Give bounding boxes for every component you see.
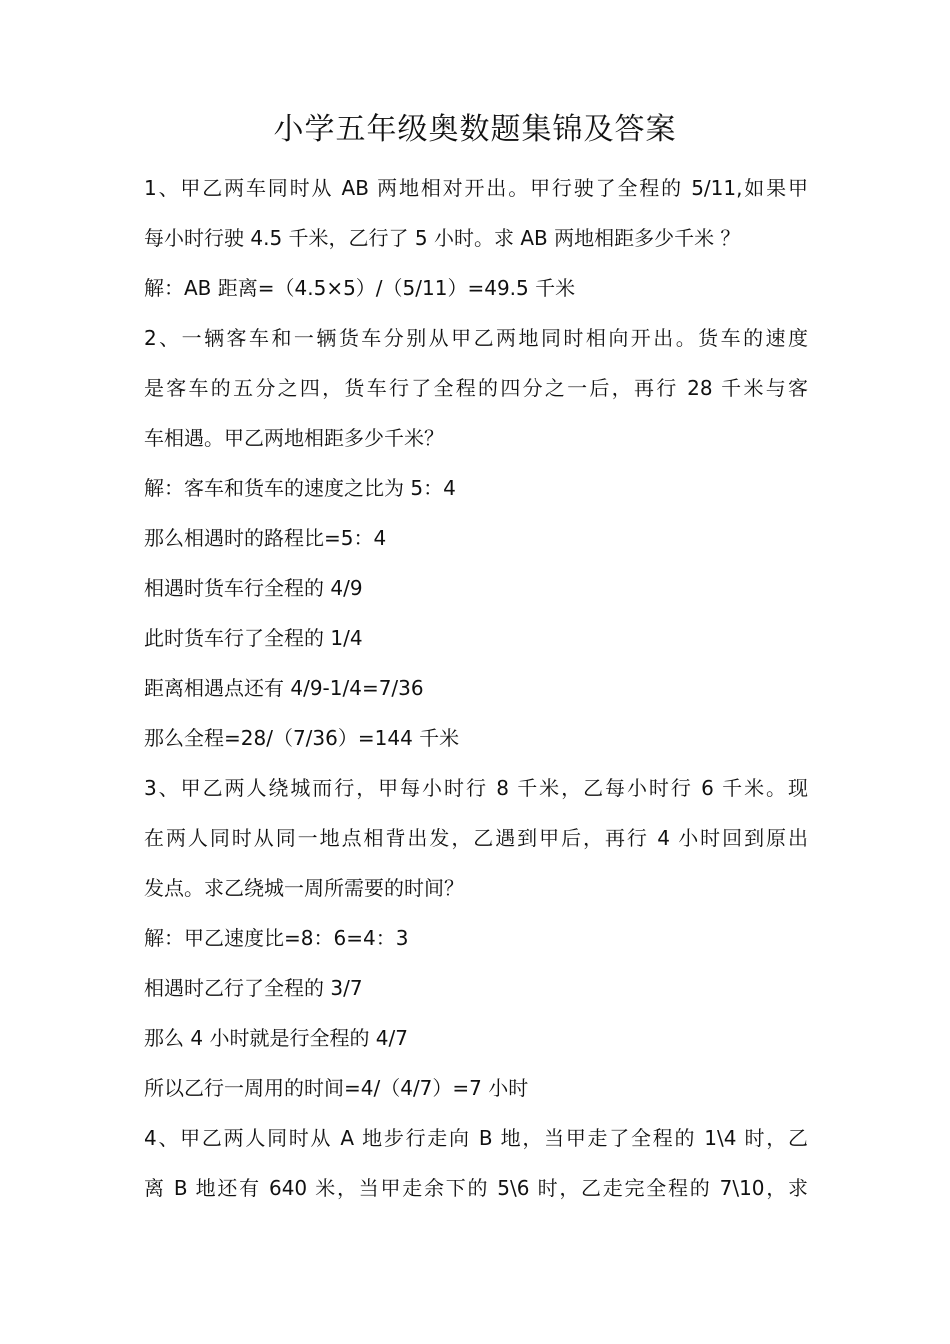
- text-line: 那么相遇时的路程比=5：4: [144, 526, 387, 550]
- text-line: 此时货车行了全程的 1/4: [144, 626, 363, 650]
- text-line: 在两人同时从同一地点相背出发，乙遇到甲后，再行 4 小时回到原出: [144, 826, 808, 850]
- text-line: 发点。求乙绕城一周所需要的时间？: [144, 876, 464, 900]
- text-line: 车相遇。甲乙两地相距多少千米？: [144, 426, 444, 450]
- text-line: 相遇时货车行全程的 4/9: [144, 576, 363, 600]
- text-line: 4、甲乙两人同时从 A 地步行走向 B 地，当甲走了全程的 1\4 时，乙: [144, 1126, 808, 1150]
- document-body: [144, 163, 808, 1213]
- text-line: 是客车的五分之四，货车行了全程的四分之一后，再行 28 千米与客: [144, 376, 808, 400]
- text-line: 解：AB 距离=（4.5×5）/（5/11）=49.5 千米: [144, 276, 576, 300]
- text-line: 距离相遇点还有 4/9-1/4=7/36: [144, 676, 424, 700]
- text-line: 离 B 地还有 640 米，当甲走余下的 5\6 时，乙走完全程的 7\10，求: [144, 1176, 808, 1200]
- text-line: 那么 4 小时就是行全程的 4/7: [144, 1026, 408, 1050]
- text-line: 每小时行驶 4.5 千米，乙行了 5 小时。求 AB 两地相距多少千米 ？: [144, 226, 741, 250]
- document-title: 小学五年级奥数题集锦及答案: [273, 112, 677, 147]
- text-line: 3、甲乙两人绕城而行，甲每小时行 8 千米，乙每小时行 6 千米。现: [144, 776, 808, 800]
- text-line: 所以乙行一周用的时间=4/（4/7）=7 小时: [144, 1076, 529, 1100]
- text-line: 那么全程=28/（7/36）=144 千米: [144, 726, 460, 750]
- text-line: 1、甲乙两车同时从 AB 两地相对开出。甲行驶了全程的 5/11,如果甲: [144, 176, 808, 200]
- text-line: 解：甲乙速度比=8：6=4：3: [144, 926, 409, 950]
- text-line: 相遇时乙行了全程的 3/7: [144, 976, 363, 1000]
- text-line: 2、一辆客车和一辆货车分别从甲乙两地同时相向开出。货车的速度: [144, 326, 808, 350]
- text-line: 解：客车和货车的速度之比为 5：4: [144, 476, 456, 500]
